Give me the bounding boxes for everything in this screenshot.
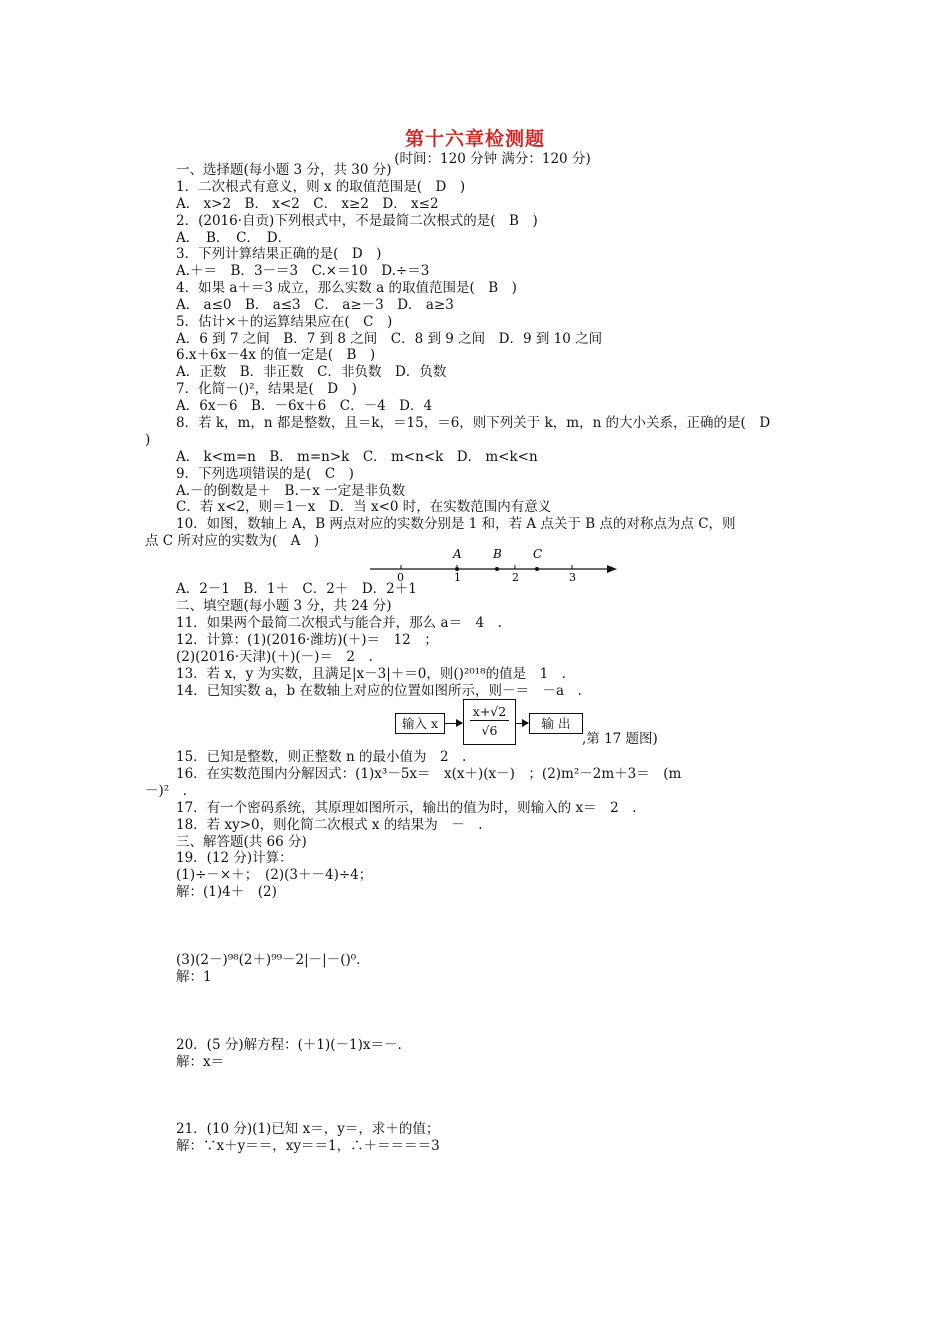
options-line: A.－的倒数是＋ B.－x 一定是非负数 bbox=[176, 483, 406, 499]
question-line: 9．下列选项错误的是( C ) bbox=[176, 466, 354, 482]
flow-arrow-2 bbox=[515, 723, 528, 724]
options-line: A.＋＝ B．3－＝3 C.×＝10 D.÷＝3 bbox=[176, 263, 430, 279]
answer-line: 解：∵x＋y＝＝，xy＝＝1，∴＋＝＝＝＝3 bbox=[176, 1138, 440, 1154]
answer-line: 解：(1)4＋ (2) bbox=[176, 884, 277, 900]
flow-process-box bbox=[463, 699, 516, 745]
question-line: 1．二次根式有意义，则 x 的取值范围是( D ) bbox=[176, 179, 466, 195]
question-line: 10．如图，数轴上 A，B 两点对应的实数分别是 1 和，若 A 点关于 B 点的对称点为点 C，则 bbox=[176, 516, 736, 532]
tick-label-2: 2 bbox=[512, 571, 519, 584]
question-line-wrap: －)² . bbox=[145, 783, 187, 799]
question-line: 8．若 k，m，n 都是整数，且＝k，＝15，＝6，则下列关于 k，m，n 的大小关系，正确的是( D bbox=[176, 415, 771, 431]
question-line: 7．化简－()²，结果是( D ) bbox=[176, 381, 357, 397]
page-subtitle: (时间：120 分钟 满分：120 分) bbox=[394, 151, 591, 167]
question-line: 5．估计×＋的运算结果应在( C ) bbox=[176, 314, 393, 330]
tick-label-0: 0 bbox=[397, 571, 404, 584]
label-a: A bbox=[453, 547, 462, 561]
options-line: C．若 x<2，则＝1－x D．当 x<0 时，在实数范围内有意义 bbox=[176, 499, 552, 515]
section-heading: 二、填空题(每小题 3 分，共 24 分) bbox=[176, 598, 392, 614]
question-line: (1)÷－×＋； (2)(3＋－4)÷4； bbox=[176, 867, 373, 883]
flow-process-denominator: √6 bbox=[481, 723, 498, 738]
section-heading: 一、选择题(每小题 3 分，共 30 分) bbox=[176, 162, 392, 178]
question-line: (3)(2－)⁹⁸(2＋)⁹⁹－2|－|－()⁰. bbox=[176, 952, 361, 968]
question-line: 20．(5 分)解方程：(＋1)(－1)x＝－. bbox=[176, 1037, 402, 1053]
point-c bbox=[535, 567, 539, 571]
question-line: 21．(10 分)(1)已知 x＝，y＝，求＋的值； bbox=[176, 1121, 440, 1137]
tick-label-1: 1 bbox=[454, 571, 461, 584]
question-line: 12．计算：(1)(2016·潍坊)(＋)＝ 12 ； bbox=[176, 632, 438, 648]
question-line: 11．如果两个最简二次根式与能合并，那么 a＝ 4 . bbox=[176, 615, 502, 631]
options-line: A．正数 B．非正数 C．非负数 D．负数 bbox=[176, 364, 447, 380]
number-line-arrow bbox=[607, 565, 617, 573]
number-line-figure bbox=[365, 545, 625, 585]
options-line: A． x>2 B． x<2 C． x≥2 D． x≤2 bbox=[176, 196, 439, 212]
options-line: A． B． C． D． bbox=[176, 230, 292, 246]
label-c: C bbox=[533, 547, 543, 561]
question-line: 13．若 x，y 为实数，且满足|x－3|＋＝0，则()²⁰¹⁸的值是 1 . bbox=[176, 666, 566, 682]
options-line: A．6 到 7 之间 B．7 到 8 之间 C．8 到 9 之间 D．9 到 10 之间 bbox=[176, 331, 603, 347]
question-line: 15．已知是整数，则正整数 n 的最小值为 2 . bbox=[176, 749, 467, 765]
flow-output-box: 输 出 bbox=[529, 713, 583, 734]
point-b bbox=[495, 567, 499, 571]
question-line-wrap: ) bbox=[145, 432, 151, 448]
figure-caption: ,第 17 题图) bbox=[582, 731, 658, 747]
flow-arrow-1 bbox=[444, 723, 462, 724]
question-line: 18．若 xy>0，则化简二次根式 x 的结果为 － . bbox=[176, 817, 483, 833]
question-line: 19．(12 分)计算： bbox=[176, 850, 293, 866]
section-heading: 三、解答题(共 66 分) bbox=[176, 834, 307, 850]
question-line: (2)(2016·天津)(＋)(－)＝ 2 . bbox=[176, 649, 373, 665]
answer-line: 解：1 bbox=[176, 969, 212, 985]
question-line-wrap: 点 C 所对应的实数为( A ) bbox=[145, 533, 320, 549]
question-line: 2．(2016·自贡)下列根式中，不是最简二次根式的是( B ) bbox=[176, 213, 538, 229]
question-line: 17．有一个密码系统，其原理如图所示，输出的值为时，则输入的 x＝ 2 . bbox=[176, 800, 637, 816]
question-line: 16．在实数范围内分解因式：(1)x³－5x＝ x(x＋)(x－) ；(2)m²－2m＋3＝ (m bbox=[176, 766, 682, 782]
tick-label-3: 3 bbox=[569, 571, 576, 584]
question-line: 6.x＋6x－4x 的值一定是( B ) bbox=[176, 347, 376, 363]
flow-process-numerator: x+√2 bbox=[470, 703, 509, 721]
page-title: 第十六章检测题 bbox=[404, 128, 545, 150]
answer-line: 解：x＝ bbox=[176, 1054, 225, 1070]
options-line: A．2－1 B．1＋ C．2＋ D．2＋1 bbox=[176, 581, 417, 597]
options-line: A． a≤0 B． a≤3 C． a≥－3 D． a≥3 bbox=[176, 297, 454, 313]
options-line: A．6x－6 B．－6x＋6 C．－4 D．4 bbox=[176, 398, 433, 414]
label-b: B bbox=[493, 547, 502, 561]
flow-input-box: 输入 x bbox=[395, 713, 445, 734]
options-line: A． k<m=n B． m=n>k C． m<n<k D． m<k<n bbox=[176, 449, 538, 465]
question-line: 14．已知实数 a，b 在数轴上对应的位置如图所示，则－＝ －a . bbox=[176, 683, 582, 699]
question-line: 4．如果 a＋＝3 成立，那么实数 a 的取值范围是( B ) bbox=[176, 280, 517, 296]
question-line: 3．下列计算结果正确的是( D ) bbox=[176, 246, 382, 262]
